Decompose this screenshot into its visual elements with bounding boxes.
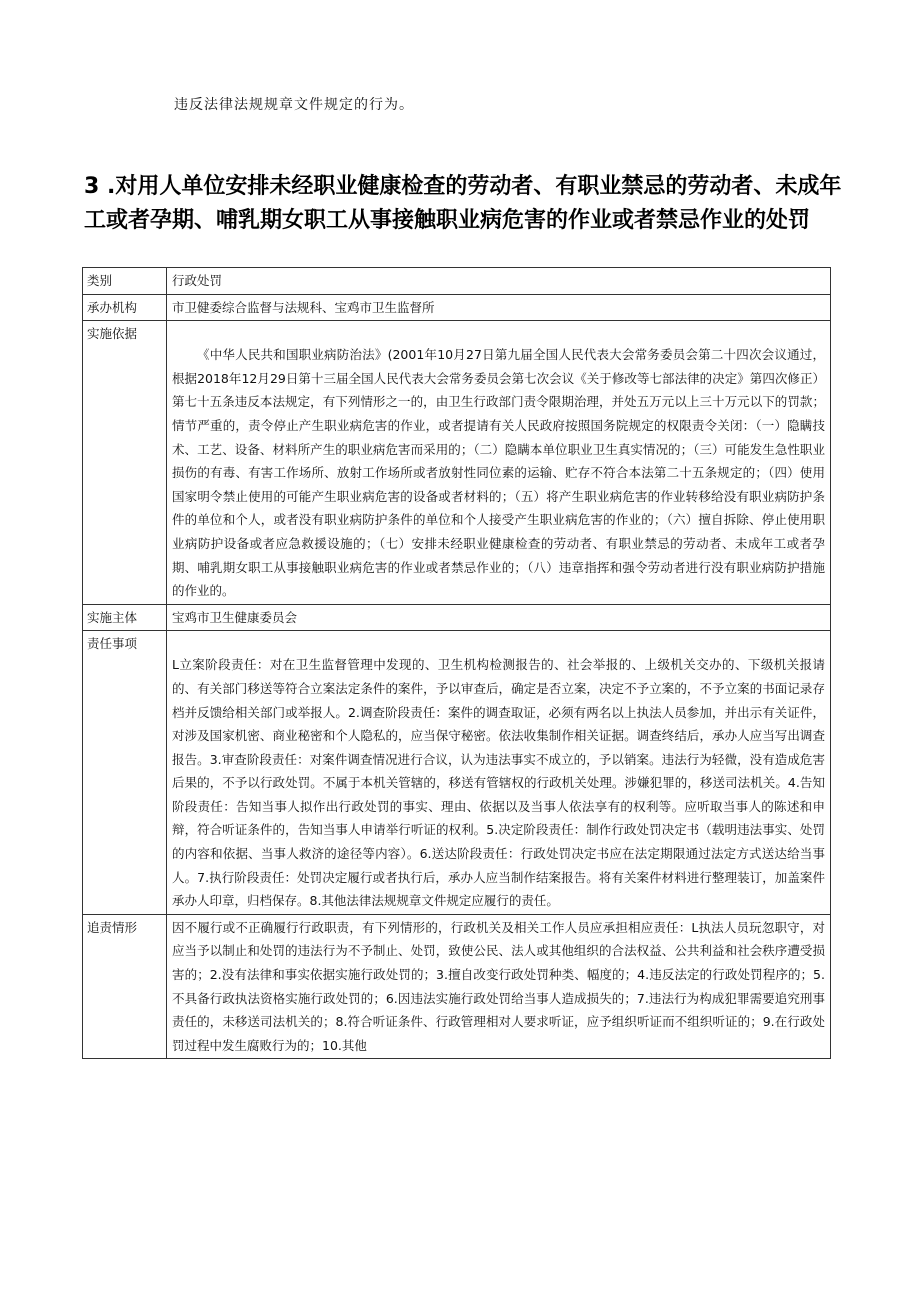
table-row-category: [83, 268, 831, 295]
section-heading: 3 .对用人单位安排未经职业健康检查的劳动者、有职业禁忌的劳动者、未成年工或者孕期、哺乳期女职工从事接触职业病危害的作业或者禁忌作业的处罚: [84, 174, 842, 233]
basis-text: 《中华人民共和国职业病防治法》(2001年10月27日第九届全国人民代表大会常务委员会第二十四次会议通过，根据2018年12月29日第十三届全国人民代表大会常务委员会第七次会议《关于修改等七部法律的决定》第四次修正）第七十五条违反本法规定，有下列情形之一的，由卫生行政部门责令限期治理，并处五万元以上三十万元以下的罚款；情节严重的，责令停止产生职业病危害的作业，或者提请有关人民政府按照国务院规定的权限责令关闭：（一）隐瞒技术、工艺、设备、材料所产生的职业病危害而采用的；（二）隐瞒本单位职业卫生真实情况的；（三）可能发生急性职业损伤的有毒、有害工作场所、放射工作场所或者放射性同位素的运输、贮存不符合本法第二十五条规定的；（四）使用国家明令禁止使用的可能产生职业病危害的设备或者材料的；（五）将产生职业病危害的作业转移给没有职业病防护条件的单位和个人，或者没有职业病防护条件的单位和个人接受产生职业病危害的作业的；（六）擅自拆除、停止使用职业病防护设备或者应急救援设施的；（七）安排未经职业健康检查的劳动者、有职业禁忌的劳动者、未成年工或者孕期、哺乳期女职工从事接触职业病危害的作业或者禁忌作业的；（八）违章指挥和强令劳动者进行没有职业病防护措施的作业的。: [172, 347, 825, 599]
accountability-value: 因不履行或不正确履行行政职责，有下列情形的，行政机关及相关工作人员应承担相应责任：L执法人员玩忽职守，对应当予以制止和处罚的违法行为不予制止、处罚，致使公民、法人或其他组织的合法权益、公共利益和社会秩序遭受损害的；2.没有法律和事实依据实施行政处罚的；3.擅自改变行政处罚种类、幅度的；4.违反法定的行政处罚程序的；5.不具备行政执法资格实施行政处罚的；6.因违法实施行政处罚给当事人造成损失的；7.违法行为构成犯罪需要追究刑事责任的，未移送司法机关的；8.符合听证条件、行政管理相对人要求听证，应予组织听证而不组织听证的；9.在行政处罚过程中发生腐败行为的；10.其他: [167, 914, 831, 1059]
table-row-basis: [83, 321, 831, 605]
subject-label: 实施主体: [83, 604, 167, 631]
table-row-responsibility: [83, 631, 831, 915]
responsibility-text: L立案阶段责任：对在卫生监督管理中发现的、卫生机构检测报告的、社会举报的、上级机关交办的、下级机关报请的、有关部门移送等符合立案法定条件的案件，予以审查后，确定是否立案，决定不予立案的，不予立案的书面记录存档并反馈给相关部门或举报人。2.调查阶段责任：案件的调查取证，必须有两名以上执法人员参加，并出示有关证件，对涉及国家机密、商业秘密和个人隐私的，应当保守秘密。依法收集制作相关证据。调查终结后，承办人应当写出调查报告。3.审查阶段责任：对案件调查情况进行合议，认为违法事实不成立的，予以销案。违法行为轻微，没有造成危害后果的，不予以行政处罚。不属于本机关管辖的，移送有管辖权的行政机关处理。涉嫌犯罪的，移送司法机关。4.告知阶段责任：告知当事人拟作出行政处罚的事实、理由、依据以及当事人依法享有的权利等。应听取当事人的陈述和申辩，符合听证条件的，告知当事人申请举行听证的权利。5.决定阶段责任：制作行政处罚决定书（载明违法事实、处罚的内容和依据、当事人救济的途径等内容）。6.送达阶段责任：行政处罚决定书应在法定期限通过法定方式送达给当事人。7.执行阶段责任：处罚决定履行或者执行后，承办人应当制作结案报告。将有关案件材料进行整理装订，加盖案件承办人印章，归档保存。8.其他法律法规规章文件规定应履行的责任。: [172, 657, 825, 909]
agency-value: 市卫健委综合监督与法规科、宝鸡市卫生监督所: [167, 294, 831, 321]
basis-cell: [167, 321, 831, 605]
category-label: 类别: [83, 268, 167, 295]
subject-value: 宝鸡市卫生健康委员会: [167, 604, 831, 631]
accountability-label: 追责情形: [83, 914, 167, 1059]
intro-text: 违反法律法规规章文件规定的行为。: [174, 97, 414, 113]
penalty-info-table: [82, 267, 831, 1059]
table-row-subject: [83, 604, 831, 631]
basis-label: 实施依据: [83, 321, 167, 605]
table-row-agency: [83, 294, 831, 321]
responsibility-label: 责任事项: [83, 631, 167, 915]
category-value: 行政处罚: [167, 268, 831, 295]
table-row-accountability: [83, 914, 831, 1059]
responsibility-cell: [167, 631, 831, 915]
agency-label: 承办机构: [83, 294, 167, 321]
